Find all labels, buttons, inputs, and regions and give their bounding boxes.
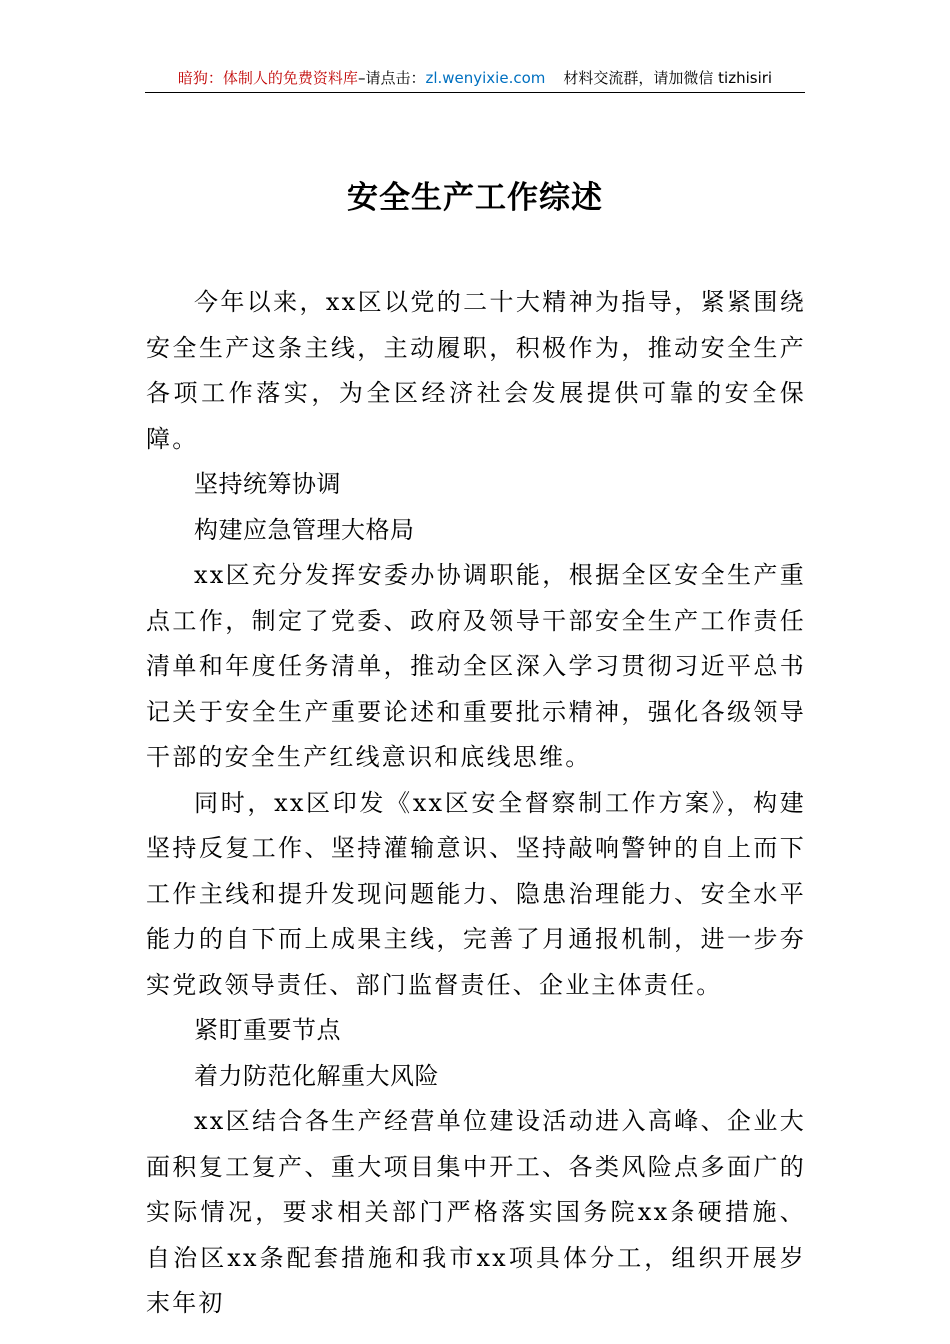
page-header bbox=[145, 66, 805, 93]
section2-heading2: 着力防范化解重大风险 bbox=[194, 1061, 439, 1090]
document-title: 安全生产工作综述 bbox=[347, 180, 603, 216]
intro-paragraph: 今年以来，xx区以党的二十大精神为指导，紧紧围绕安全生产这条主线，主动履职，积极作为，推动安全生产各项工作落实，为全区经济社会发展提供可靠的安全保障。 bbox=[146, 288, 806, 453]
section1-heading1: 坚持统筹协调 bbox=[194, 470, 341, 498]
section2-heading1: 紧盯重要节点 bbox=[194, 1016, 341, 1044]
header-contact: 材料交流群，请加微信 tizhisiri bbox=[563, 69, 773, 87]
document-body bbox=[146, 280, 806, 1327]
header-url-link[interactable]: zl.wenyixie.com bbox=[425, 69, 546, 87]
header-brand: 暗狗：体制人的免费资料库 bbox=[177, 69, 358, 87]
section2-paragraph1: xx区结合各生产经营单位建设活动进入高峰、企业大面积复工复产、重大项目集中开工、各类风险点多面广的实际情况，要求相关部门严格落实国务院xx条硬措施、自治区xx条配套措施和我市xx项具体分工，组织开展岁末年初 bbox=[146, 1107, 806, 1317]
header-prompt: –请点击： bbox=[357, 69, 426, 87]
section1-heading2: 构建应急管理大格局 bbox=[194, 515, 415, 544]
section1-paragraph2: 同时，xx区印发《xx区安全督察制工作方案》，构建坚持反复工作、坚持灌输意识、坚持敲响警钟的自上而下工作主线和提升发现问题能力、隐患治理能力、安全水平能力的自下而上成果主线，完善了月通报机制，进一步夯实党政领导责任、部门监督责任、企业主体责任。 bbox=[146, 788, 806, 999]
section1-paragraph1: xx区充分发挥安委办协调职能，根据全区安全生产重点工作，制定了党委、政府及领导干部安全生产工作责任清单和年度任务清单，推动全区深入学习贯彻习近平总书记关于安全生产重要论述和重要批示精神，强化各级领导干部的安全生产红线意识和底线思维。 bbox=[146, 561, 806, 771]
